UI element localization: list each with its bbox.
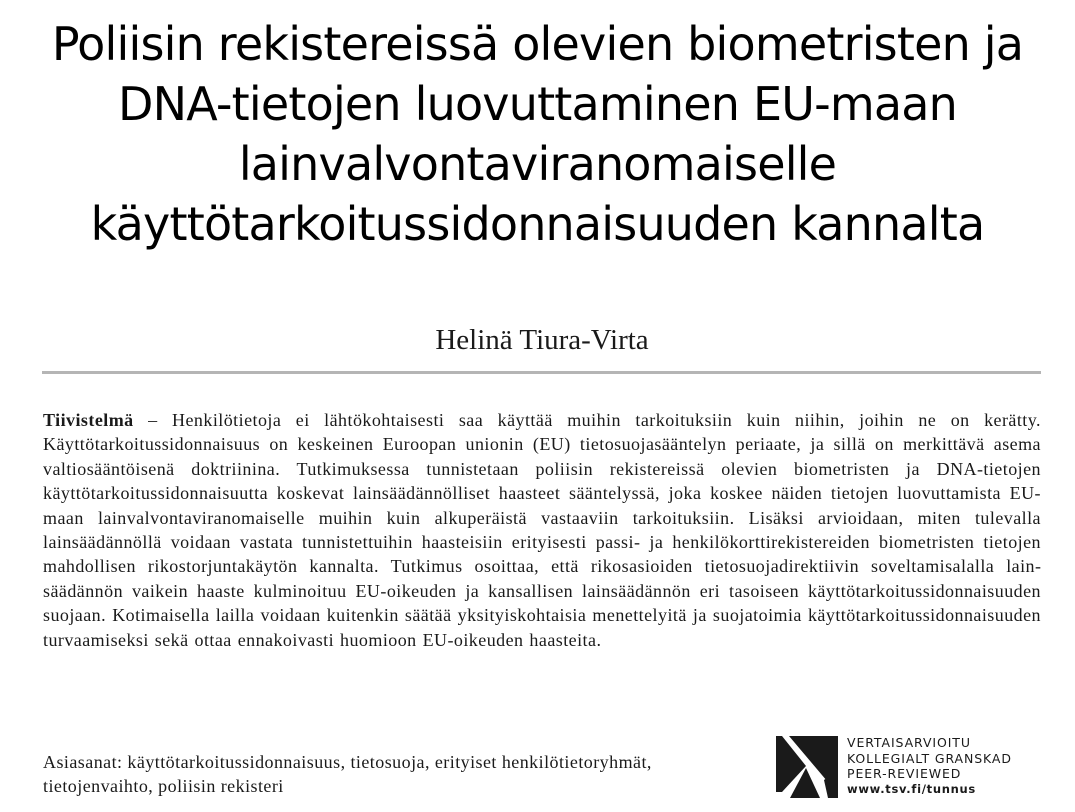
title-line: DNA-tietojen luovuttaminen EU-maan [117, 77, 958, 131]
badge-url: www.tsv.fi/tunnus [847, 781, 976, 796]
abstract-text: – Henkilötietoja ei lähtökohtaisesti saa käyttää muihin tarkoituksiin kuin niihin, joihin ne on kerätty. Käyttötarkoitussidonnaisuus on keskeinen Euroopan unionin (EU) tietosuojasääntelyn periaate, ja sillä on merkittävä asema valtiosääntöisenä doktriinina. Tutkimuksessa tunnistetaan poliisin rekistereissä olevien biometristen ja DNA-tietojen käyttötarkoitussidonnaisuutta koskevat lainsäädännölliset haasteet sääntelyssä, joka koskee näiden tietojen luovuttamista EU-maan lainvalvontaviranomaiselle muihin kuin alkuperäistä vastaaviin tarkoituksiin. Lisäksi arvioidaan, miten tulevalla lainsäädännöllä voidaan vastata tunnistettuihin haasteisiin erityisesti passi- ja henkilökorttirekistereiden biometristen tietojen mahdollisen rikostorjuntakäytön kannalta. Tutkimus osoittaa, että rikosasioiden tietosuojadirektiivin soveltamisalalla lainsäädännön vaikein haaste kulminoituu EU-oikeuden ja kansallisen lainsäädännön eri tasoiseen käyttötarkoitussidonnaisuuden suojaan. Kotimaisella lailla voidaan kuitenkin säätää yksityiskohtaisia menettelyitä ja suojatoimia käyttötarkoitussidonnaisuuden turvaamiseksi sekä ottaa ennakoivasti huomioon EU-oikeuden haasteita. [43, 410, 1041, 650]
peer-review-badge [776, 736, 1066, 806]
author-name: Helinä Tiura-Virta [435, 324, 649, 356]
peer-review-logo-icon [776, 736, 838, 798]
badge-line: PEER-REVIEWED [847, 766, 962, 781]
article-title [30, 14, 1045, 254]
title-line: Poliisin rekistereissä olevien biometristen ja [51, 17, 1024, 71]
badge-line: KOLLEGIALT GRANSKAD [847, 750, 1012, 766]
keywords: Asiasanat: käyttötarkoitussidonnaisuus, tietosuoja, erityiset henkilötietoryhmät, tietojenvaihto, poliisin rekisteri [43, 752, 652, 797]
abstract-label: Tiivistelmä [43, 410, 134, 430]
abstract [43, 408, 1041, 652]
title-divider [42, 371, 1041, 374]
title-line: lainvalvontaviranomaiselle [238, 137, 837, 191]
badge-text [847, 735, 1012, 797]
title-line: käyttötarkoitussidonnaisuuden kannalta [90, 197, 985, 251]
badge-line: VERTAISARVIOITU [847, 735, 971, 750]
